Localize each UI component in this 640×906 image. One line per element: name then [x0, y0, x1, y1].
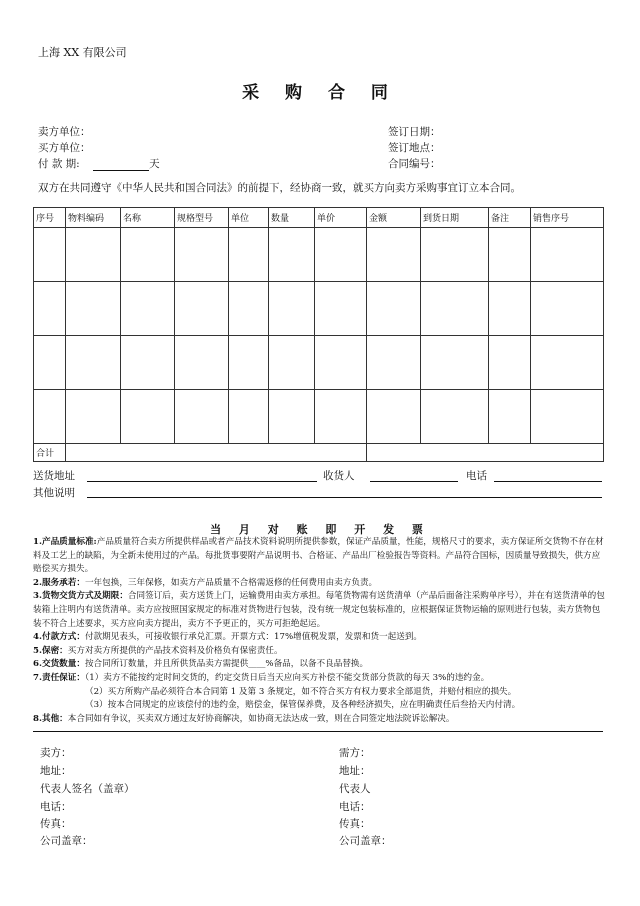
table-cell[interactable]	[269, 228, 315, 282]
sign-place-label: 签订地点：	[388, 142, 441, 154]
payment-days-unit: 天	[149, 158, 160, 170]
table-cell[interactable]	[229, 336, 269, 390]
term-item	[33, 713, 608, 727]
column-header: 物料编码	[66, 208, 121, 228]
term-title: 5.保密：	[33, 645, 68, 656]
table-cell[interactable]	[489, 228, 531, 282]
contract-number-label: 合同编号：	[388, 158, 441, 170]
table-cell[interactable]	[367, 390, 421, 444]
seller-phone-label: 电话：	[40, 801, 72, 813]
table-cell[interactable]	[421, 282, 489, 336]
receiver-field[interactable]	[370, 481, 458, 482]
term-text: 产品质量符合卖方所提供样品或者产品技术资料说明所提供参数，保证产品质量，性能，规格尺寸的要求，卖方保证所交货物不存在材料及工艺上的缺陷，为全新未使用过的产品。每批货事要附产品说明书、合格证、产品出厂检验报告等资料。产品符合国标，因质量导致损失，供方应赔偿买方损失。	[33, 537, 604, 575]
term-text: 本合同如有争议，买卖双方通过友好协商解决，如协商无法达成一致，则在合同签定地法院诉讼解决。	[67, 713, 455, 724]
delivery-address-field[interactable]	[87, 481, 317, 482]
seller-fax-label: 传真：	[40, 818, 72, 830]
term-title: 4.付款方式：	[33, 632, 85, 643]
term-title: 2.服务承若：	[33, 577, 85, 588]
seller-address-label: 地址：	[40, 765, 72, 777]
term-item	[33, 590, 608, 631]
table-row	[34, 336, 604, 390]
table-cell[interactable]	[421, 228, 489, 282]
term-item	[33, 686, 608, 700]
table-cell[interactable]	[229, 390, 269, 444]
phone-label: 电话	[466, 470, 487, 482]
table-cell[interactable]	[315, 228, 367, 282]
column-header: 序号	[34, 208, 66, 228]
term-text: 合同签订后，卖方送货上门，运输费用由卖方承担。每笔货物需有送货清单（产品后面备注采购单序号），并在有送货清单的包装箱上注明内有送货清单。卖方应按照国家规定的标准对货物进行包装，没有统一规定包装标准的，应根据保证货物运输的原则进行包装，卖方货物包装不符合上述要求，买方应向卖方提出，卖方不予更正的，买方可拒绝起运。	[33, 591, 605, 629]
term-text: （1）卖方不能按约定时间交货的，约定交货日后当天应向买方补偿不能交货部分货款的每天 3%的违约金。	[84, 672, 490, 683]
term-text: 付款期见表头，可接收银行承兑汇票。开票方式：17%增值税发票，发票和货一起送到。	[84, 632, 423, 643]
term-item	[33, 699, 608, 713]
term-item	[33, 631, 608, 645]
table-row	[34, 390, 604, 444]
table-cell[interactable]	[34, 282, 66, 336]
table-cell[interactable]	[367, 336, 421, 390]
table-cell[interactable]	[34, 336, 66, 390]
term-text: （3）按本合同规定的应该偿付的违约金，赔偿金，保管保养费，及各种经济损失，应在明确责任后叁拾天内付清。	[85, 700, 521, 711]
table-cell[interactable]	[531, 228, 604, 282]
table-cell[interactable]	[315, 390, 367, 444]
term-title: 7.责任保证：	[33, 672, 85, 683]
column-header: 单位	[229, 208, 269, 228]
column-header: 备注	[489, 208, 531, 228]
payment-days-field[interactable]	[93, 160, 149, 171]
table-header-row	[34, 208, 604, 228]
table-cell[interactable]	[121, 228, 175, 282]
table-cell[interactable]	[66, 282, 121, 336]
table-cell[interactable]	[34, 390, 66, 444]
table-cell[interactable]	[229, 282, 269, 336]
term-item	[33, 672, 608, 686]
table-cell[interactable]	[531, 336, 604, 390]
table-cell[interactable]	[66, 390, 121, 444]
delivery-address-label: 送货地址	[33, 470, 75, 482]
table-cell[interactable]	[34, 228, 66, 282]
company-name: 上海 XX 有限公司	[38, 46, 127, 59]
term-text: 按合同所订数量，并且所供货品卖方需提供____%备品，以备不良品替换。	[84, 659, 369, 670]
table-row	[34, 282, 604, 336]
table-cell[interactable]	[175, 228, 229, 282]
column-header: 单价	[315, 208, 367, 228]
term-title: 8.其他：	[33, 713, 68, 724]
seller-label: 卖方：	[40, 747, 72, 759]
buyer-unit-label: 买方单位：	[38, 142, 91, 154]
total-amount-cell[interactable]	[367, 444, 604, 462]
buyer-fax-label: 传真：	[339, 818, 371, 830]
other-notes-field[interactable]	[87, 497, 602, 498]
buyer-address-label: 地址：	[339, 765, 371, 777]
table-cell[interactable]	[531, 282, 604, 336]
document-title: 采 购 合 同	[242, 83, 398, 103]
other-notes-label: 其他说明	[33, 487, 75, 499]
buyer-stamp-label: 公司盖章：	[339, 835, 392, 847]
buyer-representative-label: 代表人	[339, 783, 371, 795]
table-cell[interactable]	[489, 336, 531, 390]
table-cell[interactable]	[421, 390, 489, 444]
term-item	[33, 658, 608, 672]
buyer-label: 需方：	[339, 747, 371, 759]
contract-terms	[33, 536, 608, 726]
table-cell[interactable]	[175, 282, 229, 336]
table-cell[interactable]	[421, 336, 489, 390]
seller-representative-label: 代表人签名（盖章）	[40, 783, 135, 795]
total-quantity-cell[interactable]	[66, 444, 367, 462]
table-cell[interactable]	[175, 390, 229, 444]
table-cell[interactable]	[229, 228, 269, 282]
table-cell[interactable]	[489, 282, 531, 336]
buyer-phone-label: 电话：	[339, 801, 371, 813]
sign-date-label: 签订日期：	[388, 126, 441, 138]
invoice-heading: 当 月 对 账 即 开 发 票	[210, 523, 430, 536]
receiver-label: 收货人	[323, 470, 355, 482]
column-header: 数量	[269, 208, 315, 228]
table-total-row	[34, 444, 604, 462]
column-header: 金额	[367, 208, 421, 228]
table-cell[interactable]	[175, 336, 229, 390]
seller-unit-label: 卖方单位：	[38, 126, 91, 138]
table-row	[34, 228, 604, 282]
term-item	[33, 645, 608, 659]
total-label: 合计	[34, 444, 66, 462]
table-cell[interactable]	[367, 228, 421, 282]
column-header: 到货日期	[421, 208, 489, 228]
payment-term-row	[38, 156, 160, 171]
term-title: 1.产品质量标准:	[33, 537, 97, 547]
table-cell[interactable]	[269, 336, 315, 390]
seller-stamp-label: 公司盖章：	[40, 835, 93, 847]
table-cell[interactable]	[315, 282, 367, 336]
table-cell[interactable]	[315, 336, 367, 390]
column-header: 销售序号	[531, 208, 604, 228]
table-cell[interactable]	[489, 390, 531, 444]
table-cell[interactable]	[531, 390, 604, 444]
contract-intro: 双方在共同遵守《中华人民共和国合同法》的前提下，经协商一致，就买方向卖方采购事宜订立本合同。	[38, 182, 521, 194]
column-header: 规格型号	[175, 208, 229, 228]
items-table	[33, 207, 604, 462]
table-cell[interactable]	[66, 336, 121, 390]
term-text: 一年包换，三年保修，如卖方产品质量不合格需返修的任何费用由卖方负责。	[84, 577, 378, 588]
table-cell[interactable]	[121, 336, 175, 390]
term-item	[33, 536, 608, 577]
table-cell[interactable]	[269, 390, 315, 444]
phone-field[interactable]	[494, 481, 602, 482]
table-cell[interactable]	[269, 282, 315, 336]
column-header: 名称	[121, 208, 175, 228]
term-text: （2）买方所购产品必须符合本合同第 1 及第 3 条规定，如不符合买方有权力要求全部退货，并赔付相应的损失。	[85, 686, 517, 697]
table-cell[interactable]	[121, 282, 175, 336]
payment-term-label: 付 款 期:	[38, 158, 80, 170]
table-cell[interactable]	[66, 228, 121, 282]
term-item	[33, 577, 608, 591]
term-title: 6.交货数量：	[33, 659, 85, 670]
table-cell[interactable]	[121, 390, 175, 444]
table-cell[interactable]	[367, 282, 421, 336]
term-text: 买方对卖方所提供的产品技术资料及价格负有保密责任。	[67, 645, 283, 656]
term-title: 3.货物交货方式及期限：	[33, 591, 128, 602]
signature-divider	[33, 731, 603, 732]
